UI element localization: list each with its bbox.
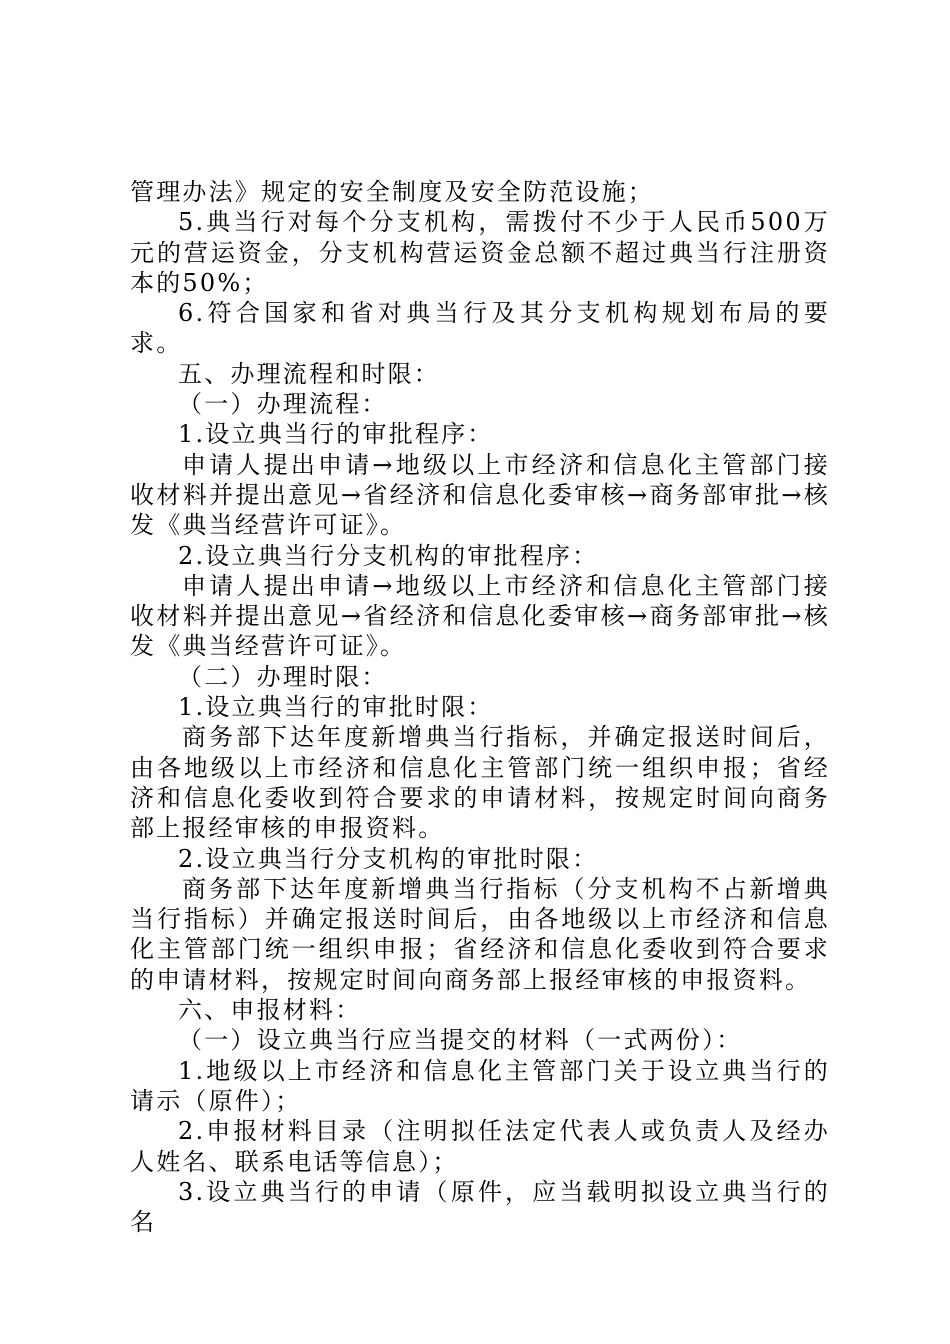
material-item-3: 3.设立典当行的申请（原件，应当载明拟设立典当行的名 xyxy=(130,1177,830,1237)
paragraph-2: 5.典当行对每个分支机构，需拨付不少于人民币500万元的营运资金，分支机构营运资金总额不超过典当行注册资本的50%； xyxy=(130,208,830,297)
section-heading-6: 六、申报材料： xyxy=(178,996,362,1025)
item-heading-1: 1.设立典当行的审批程序： xyxy=(178,420,494,449)
subsection-heading-1: （一）办理流程： xyxy=(178,390,388,419)
paragraph-3: 6.符合国家和省对典当行及其分支机构规划布局的要求。 xyxy=(130,299,830,358)
time-limit-paragraph-1: 商务部下达年度新增典当行指标，并确定报送时间后，由各地级以上市经济和信息化主管部门统一组织申报；省经济和信息化委收到符合要求的申请材料，按规定时间向商务部上报经审核的申报资料。 xyxy=(130,723,830,843)
procedure-paragraph-2: 申请人提出申请→地级以上市经济和信息化主管部门接收材料并提出意见→省经济和信息化委审核→商务部审批→核发《典当经营许可证》。 xyxy=(130,571,830,661)
item-heading-4: 2.设立典当行分支机构的审批时限： xyxy=(178,844,599,873)
subsection-heading-3: （一）设立典当行应当提交的材料（一式两份）： xyxy=(178,1026,743,1055)
document-body xyxy=(130,177,830,1237)
subsection-heading-2: （二）办理时限： xyxy=(178,662,388,691)
item-heading-3: 1.设立典当行的审批时限： xyxy=(178,693,494,722)
material-item-1: 1.地级以上市经济和信息化主管部门关于设立典当行的请示（原件）； xyxy=(130,1056,830,1115)
time-limit-paragraph-2: 商务部下达年度新增典当行指标（分支机构不占新增典当行指标）并确定报送时间后，由各地级以上市经济和信息化主管部门统一组织申报；省经济和信息化委收到符合要求的申请材料，按规定时间向商务部上报经审核的申报资料。 xyxy=(130,874,830,994)
procedure-paragraph-1: 申请人提出申请→地级以上市经济和信息化主管部门接收材料并提出意见→省经济和信息化委审核→商务部审批→核发《典当经营许可证》。 xyxy=(130,450,830,540)
item-heading-2: 2.设立典当行分支机构的审批程序： xyxy=(178,541,599,570)
paragraph-1: 管理办法》规定的安全制度及安全防范设施； xyxy=(130,178,654,206)
material-item-2: 2.申报材料目录（注明拟任法定代表人或负责人及经办人姓名、联系电话等信息）； xyxy=(130,1117,830,1176)
section-heading-5: 五、办理流程和时限： xyxy=(178,359,440,388)
